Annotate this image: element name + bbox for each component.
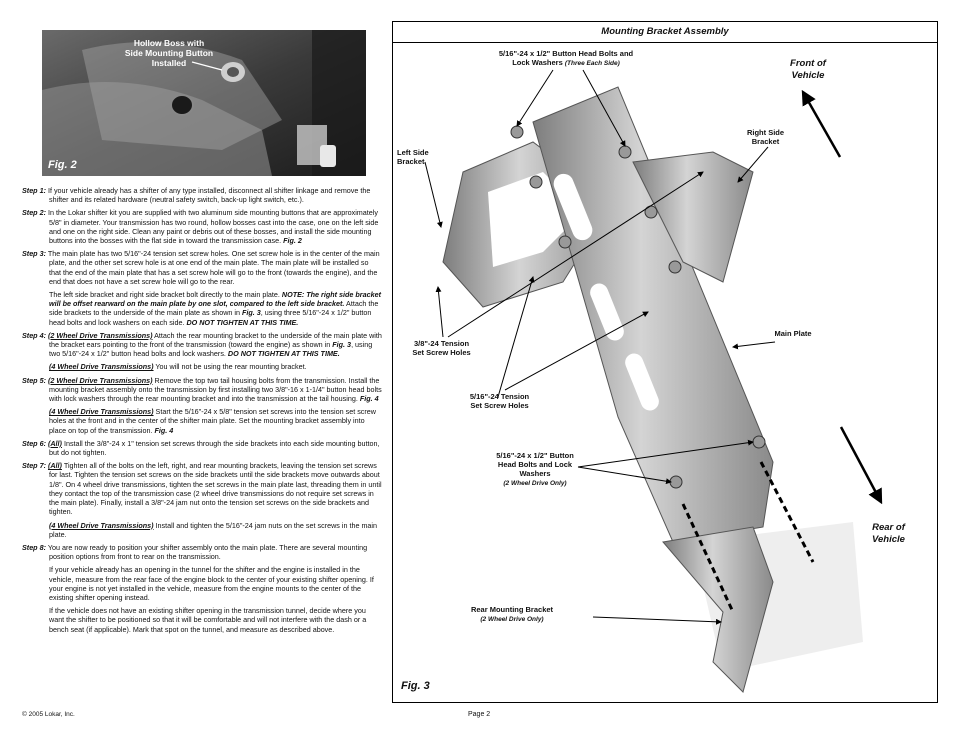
step-text: , using three 5/16"-24 x 1/2" button head bolts and lock washers on each side. [49, 308, 372, 327]
instructions [22, 186, 382, 638]
rear-label: Rear of Vehicle [872, 522, 905, 545]
step-text: The main plate has two 5/16"-24 tension set screw holes. One set screw hole is in the center of the main plate, and the other set screw hole is at one end of the main plate. The main plate will be installed so that the end of the main plate that has a set screw hole will go to the front (towards the engine), and the end that does not have a set screw hole will go to the rear. [47, 249, 380, 286]
callout-top-bolts [491, 49, 641, 68]
step-label: Step 4: [22, 330, 46, 340]
callout-text: 5/16"-24 x 1/2" Button Head Bolts and Lock Washers [498, 49, 634, 67]
step-5 [22, 376, 382, 404]
step-text: You are now ready to position your shifter assembly onto the main plate. There are several mounting position options from front to rear on the transmission. [47, 542, 368, 562]
step-2 [22, 208, 382, 245]
fig2-label: Fig. 2 [48, 159, 77, 171]
step-text: If your vehicle already has an opening in the tunnel for the shifter and the engine is installed in the vehicle, measure from the rear face of the engine block to the center of your existing shifter opening. If your engine is not yet installed in the vehicle, measure from the engine mounts to the center of the existing shifter opening instead. [49, 565, 374, 602]
step-1 [22, 186, 382, 204]
copyright: © 2005 Lokar, Inc. [22, 711, 75, 718]
step-text: Install the 3/8"-24 x 1" tension set screws through the side brackets into each side mounting button, but do not tighten. [49, 438, 380, 458]
step-6 [22, 439, 382, 457]
step-7-detail [49, 521, 382, 539]
step-label: Step 2: [22, 208, 46, 218]
figure-ref: Fig. 3 [332, 340, 352, 350]
callout-rear-bolts [491, 451, 579, 488]
callout-rear-bracket [457, 605, 567, 624]
callout-516-set-screw: 5/16"-24 Tension Set Screw Holes [469, 392, 530, 410]
fig3-label: Fig. 3 [401, 680, 430, 692]
step-label: Step 1: [22, 186, 46, 195]
front-label: Front of Vehicle [790, 58, 826, 81]
step-8-detail-1 [49, 565, 382, 602]
step-condition: (2 Wheel Drive Transmissions) [47, 375, 153, 385]
callout-text: 5/16"-24 x 1/2" Button Head Bolts and Lock Washers [496, 451, 574, 478]
bracket-assembly-drawing [393, 22, 937, 702]
step-3 [22, 249, 382, 286]
callout-note: (2 Wheel Drive Only) [480, 616, 544, 623]
step-text: Start the 5/16"-24 x 5/8" tension set screws into the tension set screw holes at the front and in the center of the shifter main plate. Set the mounting bracket assembly into place on top of the transmission. [49, 407, 376, 435]
callout-note: (2 Wheel Drive Only) [503, 480, 567, 487]
step-label: Step 7: [22, 461, 46, 471]
callout-right-bracket: Right Side Bracket [746, 128, 785, 146]
fig3-panel [392, 21, 938, 703]
step-text: You will not be using the rear mounting bracket. [155, 362, 307, 372]
front-arrow [803, 92, 840, 157]
step-condition: (4 Wheel Drive Transmissions) [49, 520, 154, 530]
step-3-detail [49, 290, 382, 327]
step-8 [22, 543, 382, 561]
step-condition: (All) [47, 438, 62, 448]
step-text: If the vehicle does not have an existing shifter opening in the transmission tunnel, decide where you want the shifter to be positioned so that it will be comfortable and will not interfere with the dash or a bench seat (if applicable). Mark that spot on the tunnel, and measure as described above. [49, 606, 367, 634]
step-text: Install and tighten the 5/16"-24 jam nuts on the set screws in the main plate. [49, 520, 378, 539]
step-text: , using two 5/16"-24 x 1/2" button head bolts and lock washers. [49, 340, 373, 359]
step-condition: (2 Wheel Drive Transmissions) [47, 330, 153, 340]
callout-38-set-screw: 3/8"-24 Tension Set Screw Holes [412, 339, 471, 357]
figure-ref: Fig. 3 [241, 308, 261, 318]
step-text: Remove the top two tail housing bolts from the transmission. Install the mounting bracket assembly onto the transmission by first installing two 3/8"-16 x 1-1/4" button head bolts with lock washers through the rear mounting bracket and into the transmission at the tail housing. [49, 375, 382, 404]
step-condition: (4 Wheel Drive Transmissions) [49, 407, 154, 417]
fig2-photo [42, 30, 366, 176]
step-warning: DO NOT TIGHTEN AT THIS TIME. [227, 349, 340, 359]
figure-ref: Fig. 4 [359, 394, 379, 404]
step-warning: DO NOT TIGHTEN AT THIS TIME. [186, 317, 299, 327]
panel-title: Mounting Bracket Assembly [393, 22, 937, 43]
step-text: The left side bracket and right side bracket bolt directly to the main plate. [49, 290, 280, 300]
step-7 [22, 461, 382, 516]
step-label: Step 8: [22, 542, 46, 552]
step-5-detail [49, 407, 382, 435]
step-note: NOTE: The right side bracket will be offset rearward on the main plate by one slot, compared to the left side bracket. [49, 290, 381, 309]
step-condition: (4 Wheel Drive Transmissions) [49, 362, 154, 372]
fig2-caption: Hollow Boss with Side Mounting Button Installed [124, 38, 214, 68]
callout-note: (Three Each Side) [564, 60, 620, 67]
figure-ref: Fig. 2 [283, 236, 302, 246]
step-text: If your vehicle already has a shifter of any type installed, disconnect all shifter linkage and remove the shifter and its related hardware (neutral safety switch, back-up light switch, etc.). [47, 186, 371, 205]
rear-arrow [841, 427, 881, 502]
step-text: Attach the side brackets to the underside of the main plate as shown in [49, 299, 379, 318]
step-4-detail [49, 362, 382, 371]
step-label: Step 5: [22, 375, 46, 385]
step-text: Attach the rear mounting bracket to the underside of the main plate with the bracket ears pointing to the front of the transmission (toward the engine) as shown in [49, 330, 382, 350]
page-number: Page 2 [468, 711, 491, 718]
step-text: Tighten all of the bolts on the left, right, and rear mounting brackets, leaving the tension set screws for last. Tighten the tension set screws on the side brackets until the side brackets move outwards about 1/8". On 4 wheel drive transmissions, tighten the set screws in the main plate last, threading them in until they contact the top of the transmission case (2 wheel drive transmissions do not require set screws in the main plate). Finally, install a 3/8"-24 jam nut onto the tension set screws on the side brackets and tighten. [49, 461, 382, 517]
step-4 [22, 331, 382, 359]
figure-ref: Fig. 4 [154, 425, 174, 435]
step-text: In the Lokar shifter kit you are supplied with two aluminum side mounting buttons that are approximately 5/8" in diameter. Your transmission has two round, hollow bosses cast into the case, one on the left side and one on the right side. Clean any paint or debris out of these bosses, and install the side mounting buttons into the bosses with the flat side in toward the transmission case. [47, 208, 379, 246]
step-label: Step 6: [22, 438, 46, 448]
step-condition: (All) [47, 461, 62, 471]
callout-text: Rear Mounting Bracket [470, 605, 554, 614]
callout-left-bracket: Left Side Bracket [397, 148, 429, 166]
callout-main-plate: Main Plate [774, 329, 812, 338]
step-label: Step 3: [22, 249, 46, 259]
step-8-detail-2 [49, 606, 382, 634]
